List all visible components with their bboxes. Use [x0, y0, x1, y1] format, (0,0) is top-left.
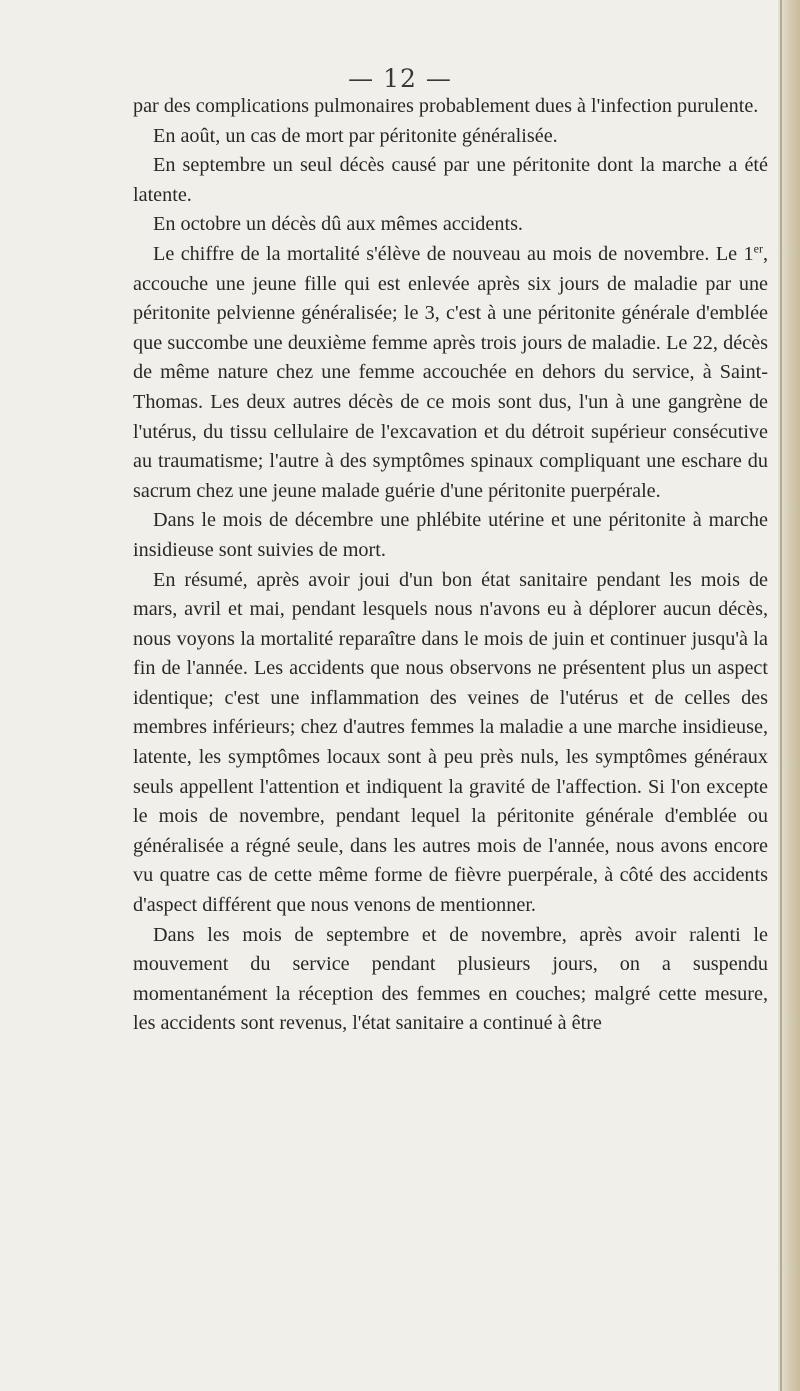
- paragraph: Dans le mois de décembre une phlébite utérine et une péritonite à marche insidieuse sont suivies de mort.: [133, 509, 768, 561]
- paragraph: [133, 240, 768, 506]
- paragraph-text: , accouche une jeune fille qui est enlevée après six jours de maladie par une péritonite pelvienne généralisée; le 3, c'est à une péritonite générale d'emblée que succombe une deuxième femme après trois jours de maladie. Le 22, décès de même nature chez une femme accouchée en dehors du service, à Saint-Thomas. Les deux autres décès de ce mois sont dus, l'un à une gangrène de l'utérus, du tissu cellulaire de l'excavation et du détroit supérieur consécutive au traumatisme; l'autre à des symptômes spinaux compliquant une eschare du sacrum chez une jeune malade guérie d'une péritonite puerpérale.: [133, 242, 768, 502]
- paragraph: En résumé, après avoir joui d'un bon état sanitaire pendant les mois de mars, avril et mai, pendant lesquels nous n'avons eu à déplorer aucun décès, nous voyons la mortalité reparaître dans le mois de juin et continuer jusqu'à la fin de l'année. Les accidents que nous observons ne présentent plus un aspect identique; c'est une inflammation des veines de l'utérus et de celles des membres inférieurs; chez d'autres femmes la maladie a une marche insidieuse, latente, les symptômes locaux sont à peu près nuls, les symptômes généraux seuls appellent l'attention et indiquent la gravité de l'affection. Si l'on excepte le mois de novembre, pendant lequel la péritonite générale d'emblée ou généralisée a régné seule, dans les autres mois de l'année, nous avons encore vu quatre cas de cette même forme de fièvre puerpérale, à côté des accidents d'aspect différent que nous venons de mentionner.: [133, 568, 768, 917]
- ordinal-superscript: er: [753, 241, 763, 256]
- paragraph-text: Le chiffre de la mortalité s'élève de nouveau au mois de novembre. Le 1: [153, 242, 754, 265]
- paragraph: En août, un cas de mort par péritonite généralisée.: [153, 124, 558, 147]
- text-body: [133, 92, 768, 1039]
- paragraph: En octobre un décès dû aux mêmes accidents.: [153, 213, 523, 236]
- paragraph: En septembre un seul décès causé par une péritonite dont la marche a été latente.: [133, 154, 768, 206]
- page-number: — 12 —: [348, 64, 452, 93]
- paragraph: par des complications pulmonaires probablement dues à l'infection purulente.: [133, 95, 759, 117]
- page-edge-shadow: [780, 0, 782, 1391]
- paragraph: Dans les mois de septembre et de novembre, après avoir ralenti le mouvement du service pendant plusieurs jours, on a suspendu momentanément la réception des femmes en couches; malgré cette mesure, les accidents sont revenus, l'état sanitaire a continué à être: [133, 923, 768, 1035]
